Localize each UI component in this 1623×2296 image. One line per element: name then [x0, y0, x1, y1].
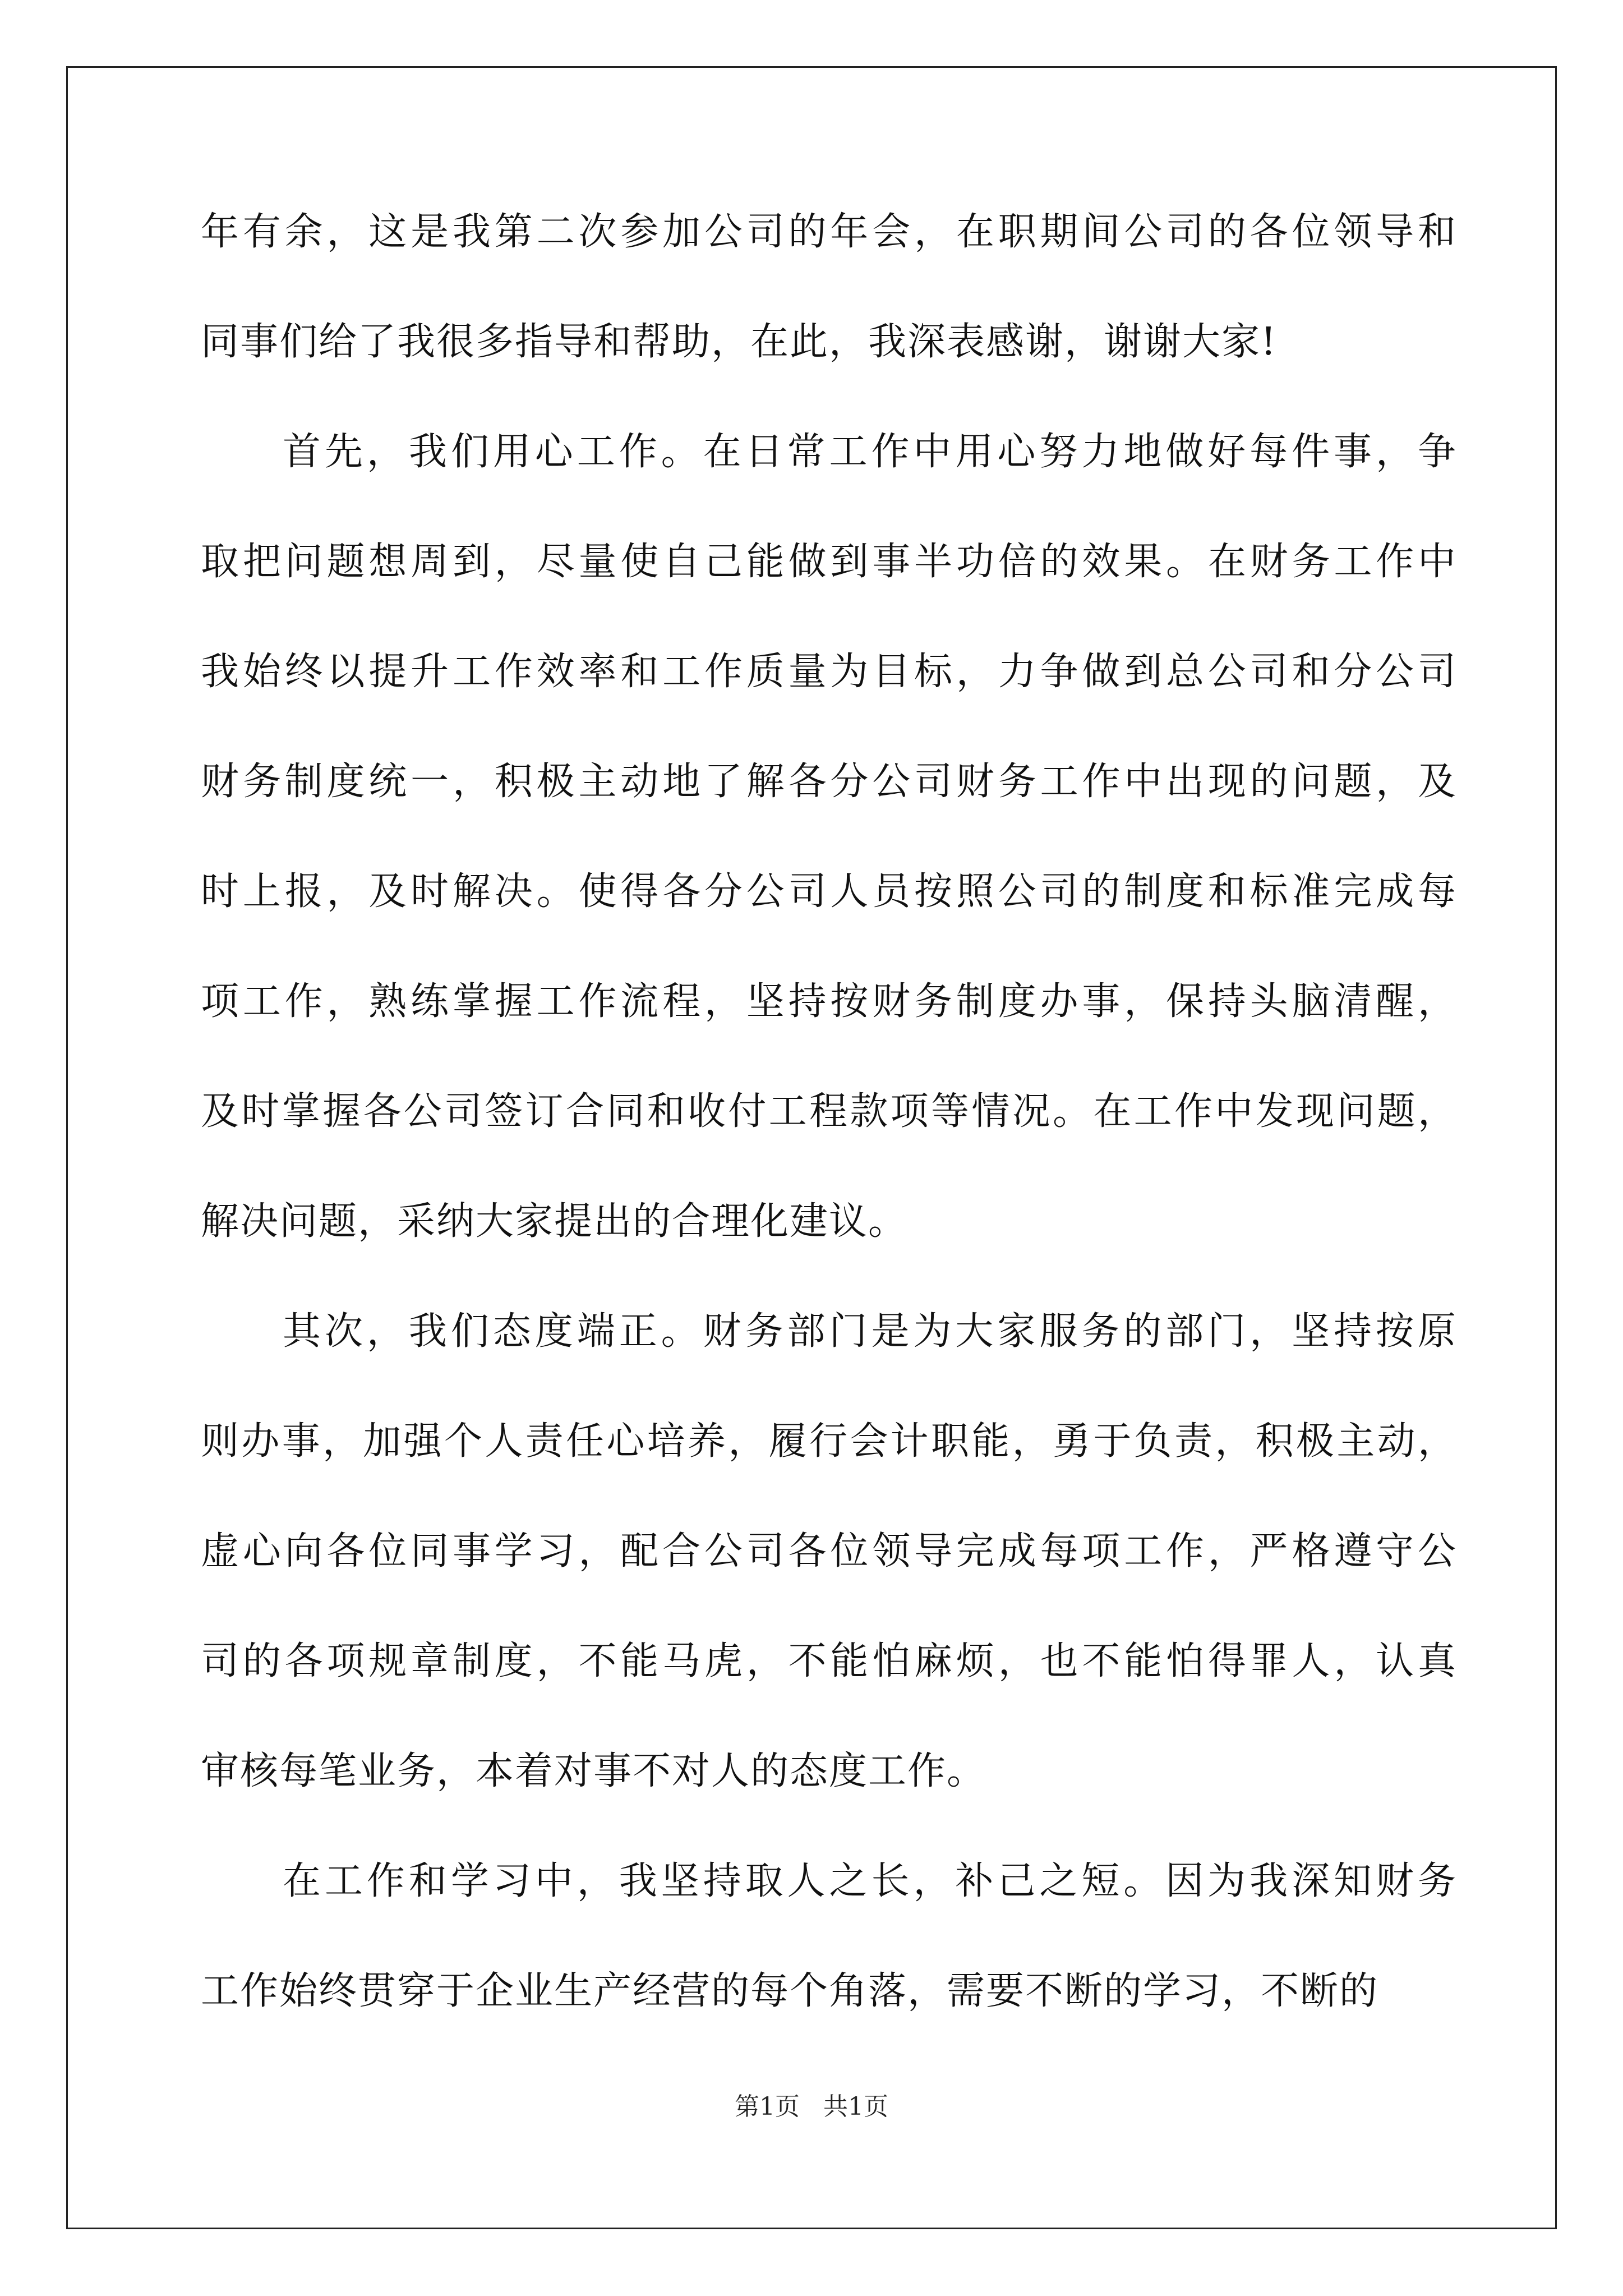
paragraph-2-line-7: 及时掌握各公司签订合同和收付工程款项等情况。在工作中发现问题，	[201, 1089, 1457, 1134]
paragraph-4-line-2: 工作始终贯穿于企业生产经营的每个角落，需要不断的学习，不断的	[201, 1969, 1379, 2013]
paragraph-3-line-4: 司的各项规章制度，不能马虎，不能怕麻烦，也不能怕得罪人，认真	[201, 1639, 1457, 1683]
paragraph-3-line-3: 虚心向各位同事学习，配合公司各位领导完成每项工作，严格遵守公	[201, 1529, 1457, 1573]
page-footer	[0, 2091, 1623, 2123]
paragraph-3-line-2: 则办事，加强个人责任心培养，履行会计职能，勇于负责，积极主动，	[201, 1419, 1457, 1464]
paragraph-2-line-2: 取把问题想周到，尽量使自己能做到事半功倍的效果。在财务工作中	[201, 540, 1457, 584]
paragraph-4-line-1: 在工作和学习中，我坚持取人之长，补己之短。因为我深知财务	[283, 1859, 1457, 1903]
page-frame	[66, 66, 1557, 2229]
paragraph-3-line-5: 审核每笔业务，本着对事不对人的态度工作。	[201, 1749, 986, 1793]
paragraph-2-line-5: 时上报，及时解决。使得各分公司人员按照公司的制度和标准完成每	[201, 869, 1457, 914]
paragraph-2-line-3: 我始终以提升工作效率和工作质量为目标，力争做到总公司和分公司	[201, 650, 1457, 694]
paragraph-2-line-1: 首先，我们用心工作。在日常工作中用心努力地做好每件事，争	[283, 430, 1457, 474]
paragraph-1-line-2: 同事们给了我很多指导和帮助，在此，我深表感谢，谢谢大家!	[201, 320, 1278, 364]
page-number: 第1页	[735, 2092, 800, 2121]
paragraph-2-line-6: 项工作，熟练掌握工作流程，坚持按财务制度办事，保持头脑清醒，	[201, 979, 1457, 1024]
paragraph-1-line-1: 年有余，这是我第二次参加公司的年会，在职期间公司的各位领导和	[201, 210, 1457, 254]
paragraph-2-line-8: 解决问题，采纳大家提出的合理化建议。	[201, 1199, 908, 1244]
paragraph-2-line-4: 财务制度统一，积极主动地了解各分公司财务工作中出现的问题，及	[201, 760, 1457, 804]
paragraph-3-line-1: 其次，我们态度端正。财务部门是为大家服务的部门，坚持按原	[283, 1309, 1457, 1354]
page-total: 共1页	[823, 2092, 888, 2121]
